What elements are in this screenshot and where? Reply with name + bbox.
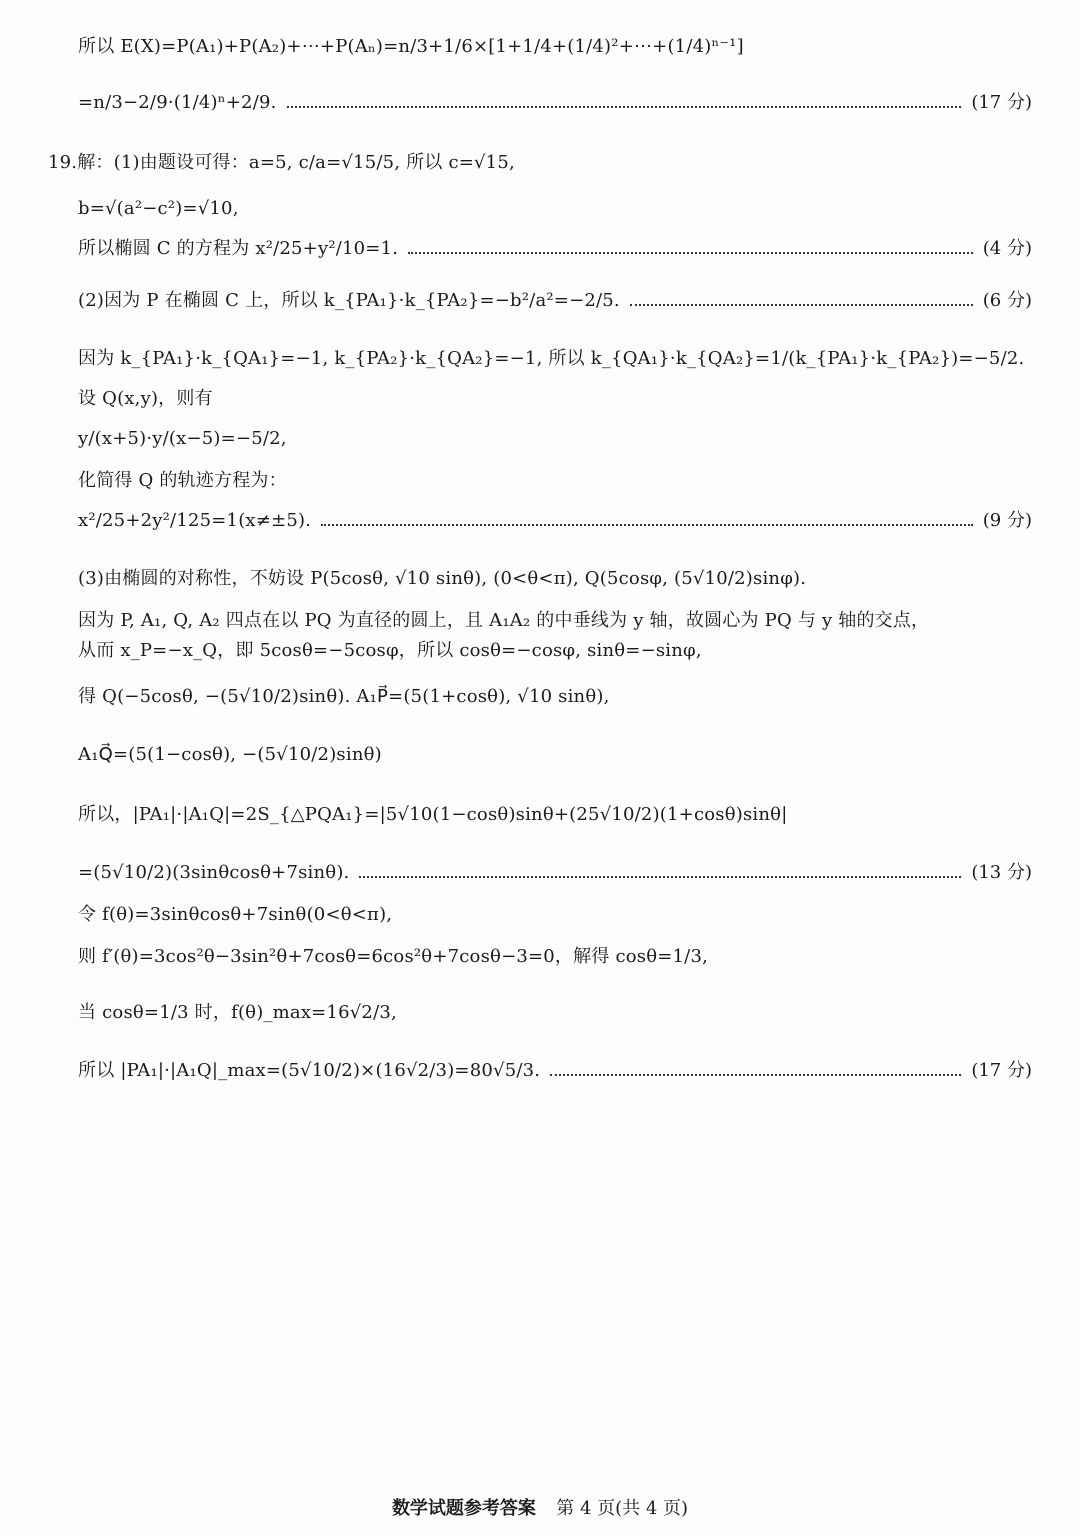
derivative-line: 则 f′(θ)=3cos²θ−3sin²θ+7cosθ=6cos²θ+7cosθ−3=0，解得 cosθ=1/3,: [78, 946, 709, 967]
leader-dots: [630, 290, 973, 306]
leader-dots: [321, 510, 973, 526]
score-mark: (13 分): [971, 862, 1032, 883]
page-footer: [0, 1494, 1080, 1520]
problem-19-start: 19.解：(1)由题设可得：a=5, c/a=√15/5, 所以 c=√15,: [48, 152, 515, 173]
perpendicular-slopes-line: 因为 k_{PA₁}·k_{QA₁}=−1, k_{PA₂}·k_{QA₂}=−1, 所以 k_{QA₁}·k_{QA₂}=1/(k_{PA₁}·k_{PA₂})=−5/2.: [78, 348, 1025, 369]
define-f-line: 令 f(θ)=3sinθcosθ+7sinθ(0<θ<π),: [78, 904, 393, 925]
trajectory-equation-line: x²/25+2y²/125=1(x≠±5). (9 分): [78, 508, 1032, 534]
symmetry-relation-line: 从而 x_P=−x_Q，即 5cosθ=−5cosφ，所以 cosθ=−cosφ, sinθ=−sinφ,: [78, 640, 702, 661]
expectation-result-line: [78, 90, 1032, 116]
leader-dots: [408, 238, 973, 254]
area-expression-line: 所以，|PA₁|·|A₁Q|=2S_{△PQA₁}=|5√10(1−cosθ)sinθ+(25√10/2)(1+cosθ)sinθ|: [78, 804, 788, 825]
score-mark: (4 分): [982, 238, 1032, 259]
score-mark: (9 分): [982, 510, 1032, 531]
ellipse-equation-line: 所以椭圆 C 的方程为 x²/25+y²/10=1. (4 分): [78, 236, 1032, 262]
q-coordinates-line: 得 Q(−5cosθ, −(5√10/2)sinθ). A₁P⃗=(5(1+cosθ), √10 sinθ),: [78, 686, 610, 707]
area-simplified-line: =(5√10/2)(3sinθcosθ+7sinθ). (13 分): [78, 860, 1032, 886]
footer-title: 数学试题参考答案: [391, 1498, 536, 1519]
expectation-sum-line: 所以 E(X)=P(A₁)+P(A₂)+⋯+P(Aₙ)=n/3+1/6×[1+1/4+(1/4)²+⋯+(1/4)ⁿ⁻¹]: [78, 36, 744, 57]
leader-dots: [287, 92, 962, 108]
set-q-line: 设 Q(x,y)，则有: [78, 388, 213, 409]
vector-a1q-line: A₁Q⃗=(5(1−cosθ), −(5√10/2)sinθ): [78, 744, 382, 765]
part-3-setup-line: (3)由椭圆的对称性，不妨设 P(5cosθ, √10 sinθ), (0<θ<π), Q(5cosφ, (5√10/2)sinφ).: [78, 568, 807, 589]
footer-page-number: 第 4 页(共 4 页): [556, 1498, 689, 1519]
leader-dots: [550, 1060, 961, 1076]
simplify-line: 化简得 Q 的轨迹方程为：: [78, 470, 287, 491]
q-slope-equation-line: y/(x+5)·y/(x−5)=−5/2,: [78, 428, 287, 449]
circle-condition-line: 因为 P, A₁, Q, A₂ 四点在以 PQ 为直径的圆上，且 A₁A₂ 的中垂线为 y 轴，故圆心为 PQ 与 y 轴的交点，: [78, 610, 930, 631]
final-answer-line: 所以 |PA₁|·|A₁Q|_max=(5√10/2)×(16√2/3)=80√5/3. (17 分): [78, 1058, 1032, 1084]
expectation-result: =n/3−2/9·(1/4)ⁿ+2/9.: [78, 92, 277, 113]
b-value-line: b=√(a²−c²)=√10,: [78, 198, 239, 219]
score-mark: (6 分): [982, 290, 1032, 311]
leader-dots: [359, 862, 961, 878]
max-value-line: 当 cosθ=1/3 时，f(θ)_max=16√2/3,: [78, 1002, 397, 1023]
score-mark: (17 分): [971, 92, 1032, 113]
part-2-slope-product-line: (2)因为 P 在椭圆 C 上，所以 k_{PA₁}·k_{PA₂}=−b²/a²=−2/5. (6 分): [78, 288, 1032, 314]
score-mark: (17 分): [971, 1060, 1032, 1081]
